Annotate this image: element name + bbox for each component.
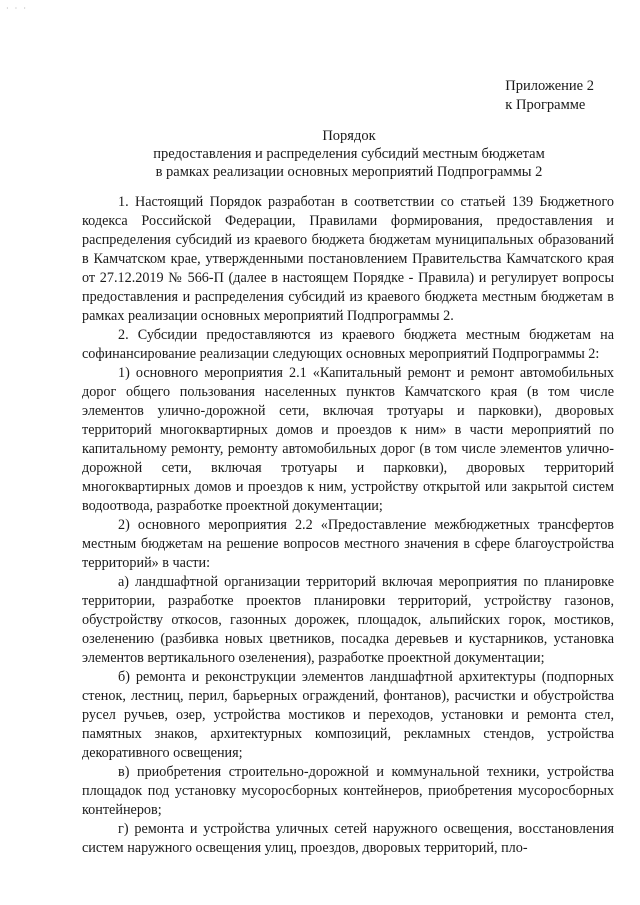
scan-artifact: · · · [6, 4, 28, 13]
paragraph-2: 2. Субсидии предоставляются из краевого бюджета местным бюджетам на софинансирование реализации следующих основных мероприятий Подпрограммы 2: [82, 327, 614, 362]
heading-title: Порядок [322, 128, 376, 144]
subitem-g: г) ремонта и устройства уличных сетей наружного освещения, восстановления систем наружного освещения улиц, проездов, дворовых территорий, пло- [82, 821, 614, 856]
paragraph-2-item-1: 1) основного мероприятия 2.1 «Капитальный ремонт и ремонт автомобильных дорог общего пользования населенных пунктов Камчатского края (в том числе элементов улично-дорожной сети, включая тротуары и парковки), дворовых территорий многоквартирных домов и проездов к ним» в части мероприятий по капитальному ремонту, ремонту автомобильных дорог (в том числе элементов улично-дорожной сети, включая тротуары и парковки), дворовых территорий многоквартирных домов и проездов к ним, устройству открытой или закрытой систем водоотвода, разработке проектной документации; [82, 365, 614, 514]
subitem-a: а) ландшафтной организации территорий включая мероприятия по планировке территории, разработке проектов планировки территорий, устройству газонов, обустройству откосов, газонных дорожек, площадок, альпийских горок, мостиков, озеленению (разбивка новых цветников, посадка деревьев и кустарников, установка элементов вертикального озеленения), разработке проектной документации; [82, 574, 614, 666]
paragraph-2-item-2: 2) основного мероприятия 2.2 «Предоставление межбюджетных трансфертов местным бюджетам на решение вопросов местного значения в сфере благоустройства территорий» в части: [82, 517, 614, 571]
subitem-b: б) ремонта и реконструкции элементов ландшафтной архитектуры (подпорных стенок, лестниц, перил, барьерных ограждений, фонтанов), расчистки и обустройства русел ручьев, озер, устройства мостиков и переходов, установки и ремонта стел, памятных знаков, архитектурных композиций, рекламных стендов, устройства декоративного освещения; [82, 669, 614, 761]
heading-subtitle-line-2: в рамках реализации основных мероприятий Подпрограммы 2 [155, 164, 543, 180]
subitem-v: в) приобретения строительно-дорожной и коммунальной техники, устройства площадок под установку мусоросборных контейнеров, приобретения мусоросборных контейнеров; [82, 764, 614, 818]
paragraph-1: 1. Настоящий Порядок разработан в соответствии со статьей 139 Бюджетного кодекса Российской Федерации, Правилами формирования, предоставления и распределения субсидий из краевого бюджета бюджетам муниципальных образований в Камчатском крае, утвержденными постановлением Правительства Камчатского края от 27.12.2019 № 566-П (далее в настоящем Порядке - Правила) и регулирует вопросы предоставления и распределения субсидий из краевого бюджета местным бюджетам в рамках реализации основных мероприятий Подпрограммы 2. [82, 194, 614, 324]
appendix-line-2: к Программе [505, 97, 586, 113]
document-body [82, 193, 614, 858]
appendix-reference [505, 77, 594, 115]
heading-subtitle-line-1: предоставления и распределения субсидий местным бюджетам [153, 146, 545, 162]
document-heading [82, 127, 616, 181]
appendix-line-1: Приложение 2 [505, 78, 594, 94]
